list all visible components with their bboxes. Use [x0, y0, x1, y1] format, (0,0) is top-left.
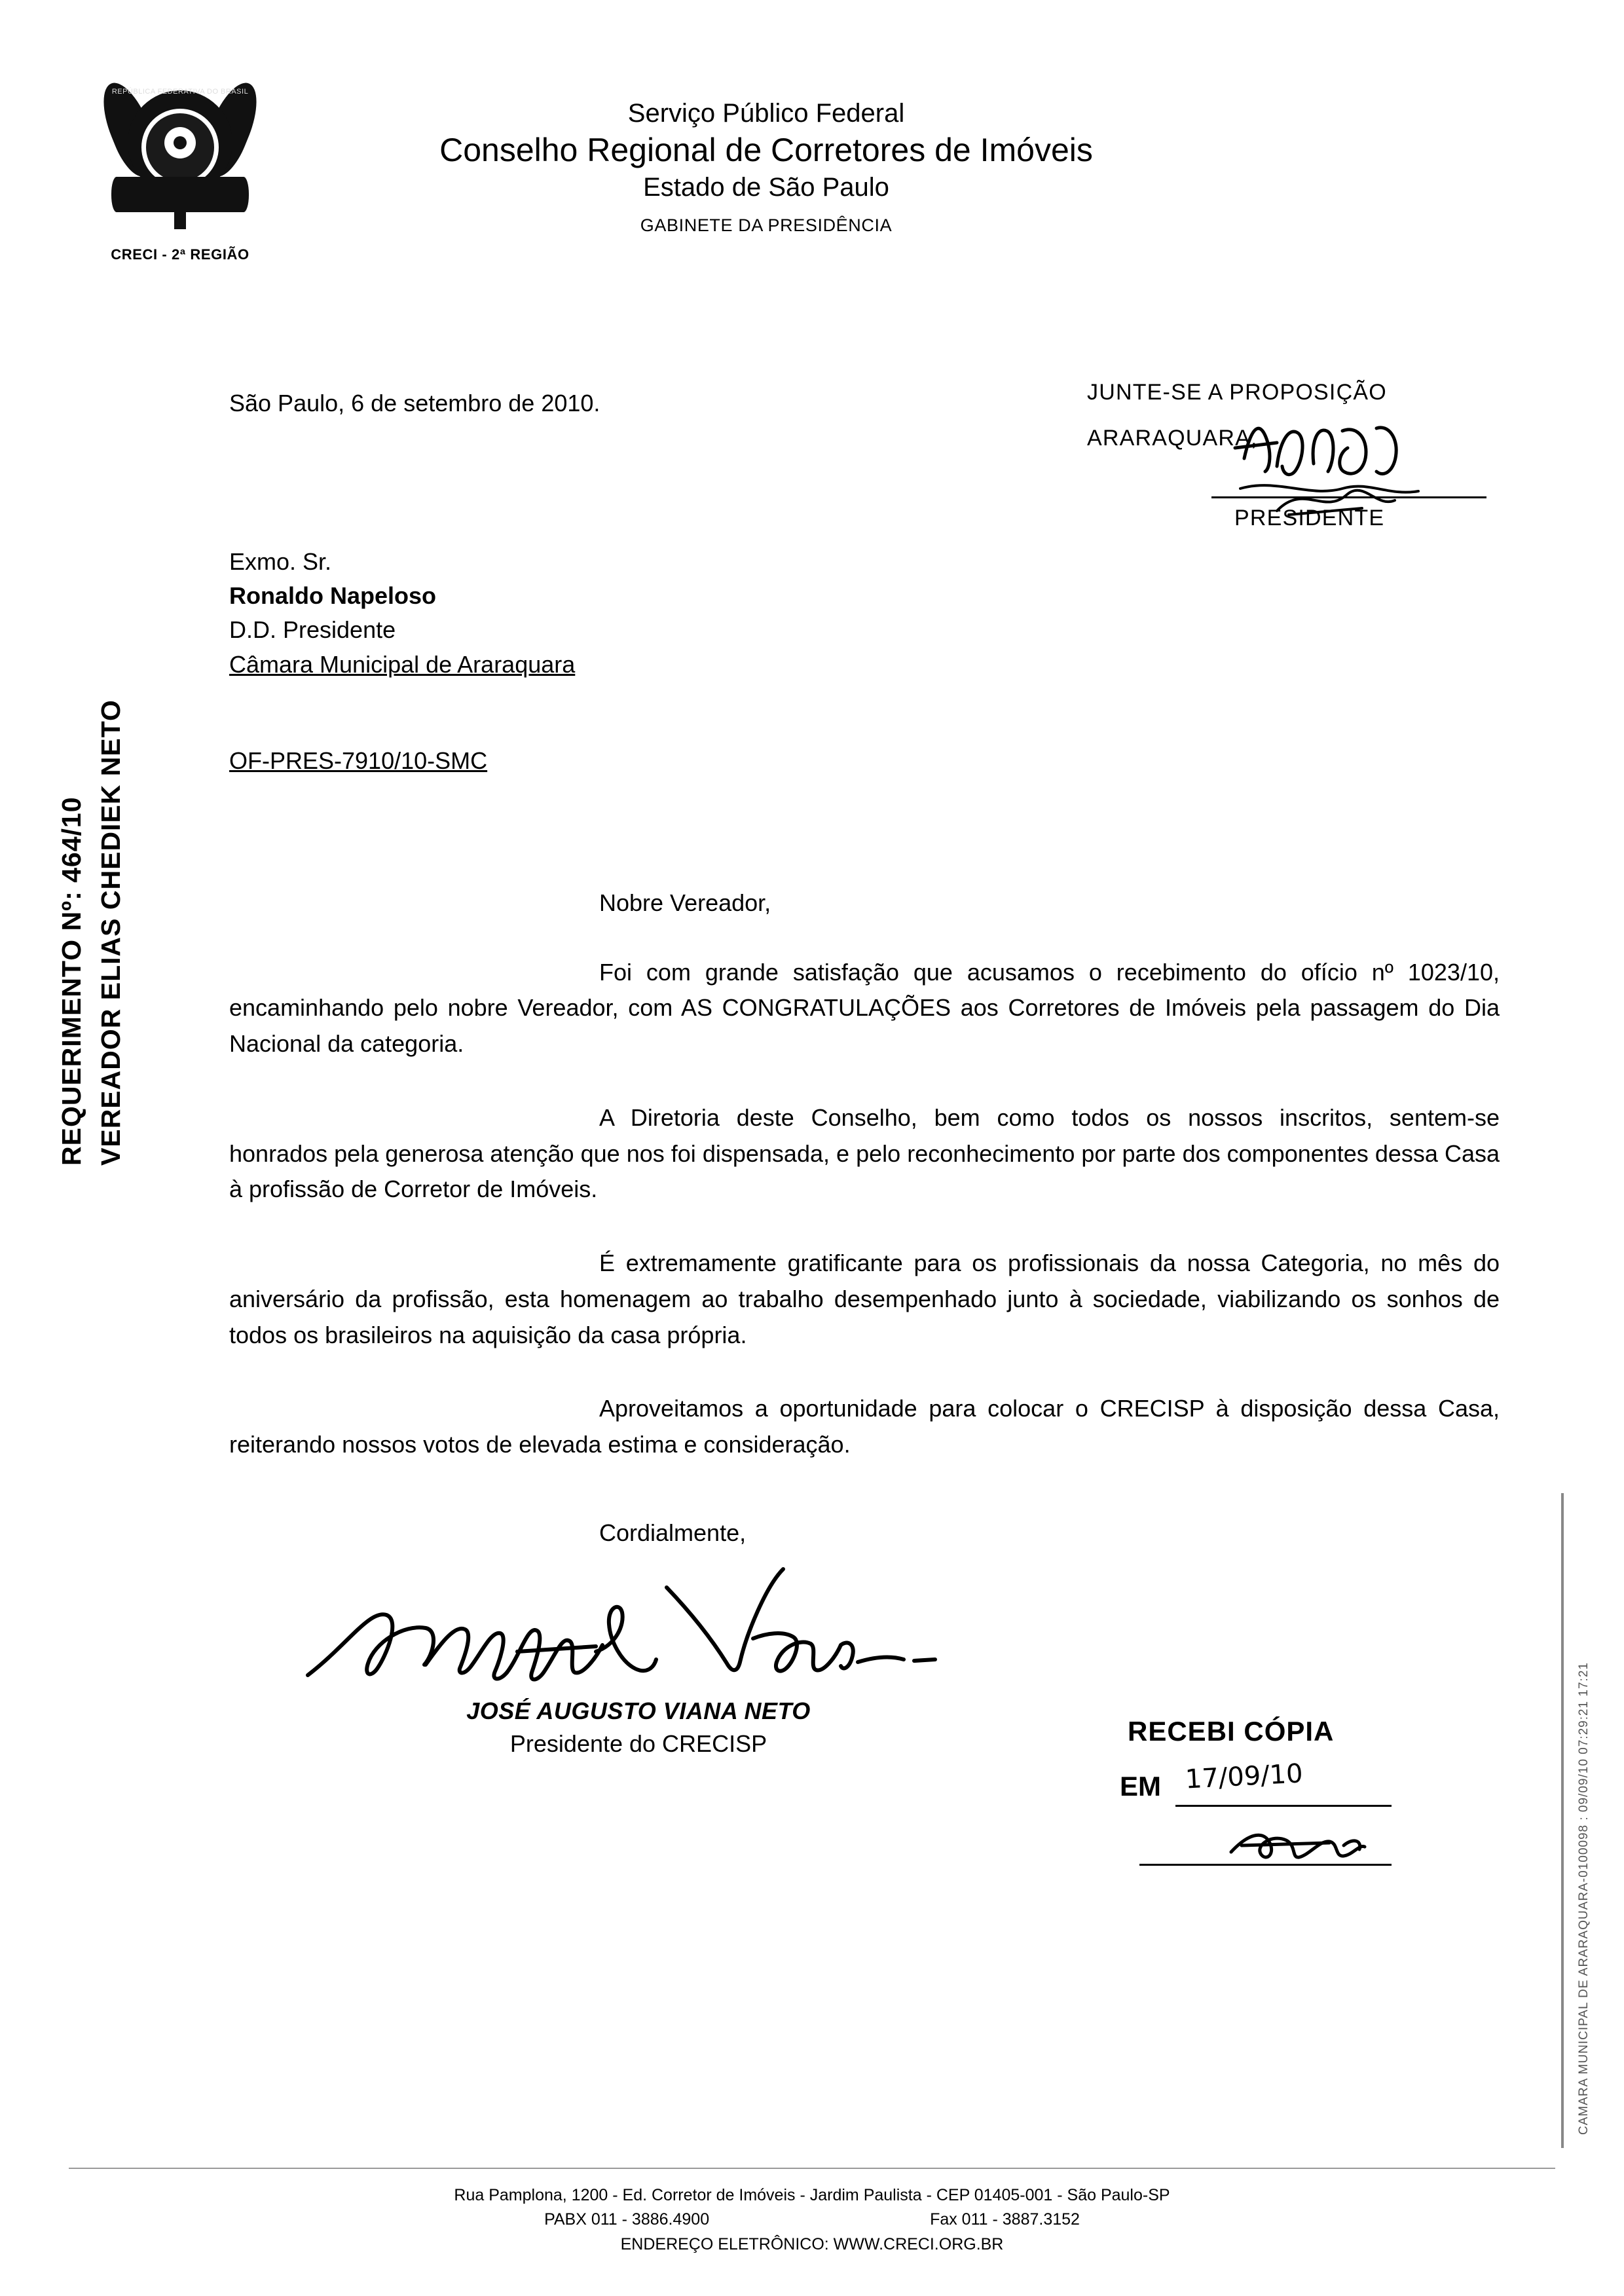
letter-paragraph-2: A Diretoria deste Conselho, bem como todos os nossos inscritos, sentem-se honrados pela generosa atenção que nos foi dispensada, e pelo reconhecimento por parte dos componentes dessa Casa à profissão de Corretor de Imóveis.	[229, 1103, 1500, 1203]
footer-address: Rua Pamplona, 1200 - Ed. Corretor de Imóveis - Jardim Paulista - CEP 01405-001 - São Paulo-SP	[454, 2185, 1170, 2204]
footer-website: ENDEREÇO ELETRÔNICO: WWW.CRECI.ORG.BR	[620, 2234, 1004, 2253]
coat-of-arms	[92, 79, 268, 263]
footer-fax: Fax 011 - 3887.3152	[930, 2210, 1080, 2229]
letter-body	[229, 390, 1500, 1758]
letter-salutation: Nobre Vereador,	[599, 889, 771, 916]
footer-divider	[69, 2168, 1555, 2169]
proposal-stamp-president-label: PRESIDENTE	[1234, 506, 1385, 530]
header-line-state: Estado de São Paulo	[643, 172, 889, 202]
received-stamp-signature	[1113, 1716, 1428, 1886]
side-stamp-requirement: REQUERIMENTO Nº: 464/10	[56, 796, 86, 1166]
header-line-organization: Conselho Regional de Corretores de Imóveis	[439, 132, 1093, 168]
letter-footer	[0, 2168, 1624, 2257]
recipient-name: Ronaldo Napeloso	[229, 582, 437, 610]
received-copy-stamp	[1113, 1716, 1428, 1886]
recipient-treatment: Exmo. Sr.	[229, 548, 332, 575]
letterhead-text	[275, 97, 1257, 236]
received-stamp-date: 17/09/10	[1184, 1758, 1304, 1795]
letter-reference-number: OF-PRES-7910/10-SMC	[229, 747, 488, 774]
crest-banner-text: REPÚBLICA FEDERATIVA DO BRASIL	[111, 88, 249, 96]
received-stamp-em-label: EM	[1120, 1771, 1161, 1802]
fax-strip-text: CAMARA MUNICIPAL DE ARARAQUARA-0100098 : 09/09/10 07:29:21 17:21	[1577, 1662, 1591, 2135]
letter-paragraph-1: Foi com grande satisfação que acusamos o recebimento do ofício nº 1023/10, encaminhando pelo nobre Vereador, com AS CONGRATULAÇÕES aos Corretores de Imóveis pela passagem do Dia Nacional da categoria.	[229, 958, 1500, 1058]
recipient-block	[229, 545, 1500, 682]
brazil-coat-of-arms-icon	[105, 79, 255, 242]
signer-name: JOSÉ AUGUSTO VIANA NETO	[466, 1697, 811, 1724]
signature-block	[229, 1547, 1048, 1758]
letter-paragraph-3: É extremamente gratificante para os profissionais da nossa Categoria, no mês do aniversário da profissão, esta homenagem ao trabalho desempenhado junto à sociedade, viabilizando os sonhos de todos os brasileiros na aquisição da casa própria.	[229, 1250, 1500, 1348]
crest-caption: CRECI - 2ª REGIÃO	[111, 246, 249, 263]
received-stamp-title: RECEBI CÓPIA	[1128, 1716, 1335, 1747]
recipient-organization: Câmara Municipal de Araraquara	[229, 650, 576, 678]
side-stamp-councilman: VEREADOR ELIAS CHEDIEK NETO	[96, 699, 126, 1166]
signer-role: Presidente do CRECISP	[509, 1730, 767, 1757]
footer-phones	[0, 2208, 1624, 2232]
footer-pabx: PABX 011 - 3886.4900	[544, 2210, 710, 2229]
letter-date: São Paulo, 6 de setembro de 2010.	[229, 390, 600, 417]
letter-paragraph-4: Aproveitamos a oportunidade para colocar o CRECISP à disposição dessa Casa, reiterando nossos votos de elevada estima e consideração.	[229, 1395, 1500, 1458]
fax-transmission-strip	[1561, 1493, 1607, 2148]
proposal-stamp-city: ARARAQUARA,	[1087, 426, 1258, 451]
proposal-stamp-title: JUNTE-SE A PROPOSIÇÃO	[1087, 380, 1387, 405]
header-line-department: GABINETE DA PRESIDÊNCIA	[640, 215, 893, 235]
handwritten-signature	[229, 1547, 1048, 1697]
side-vertical-stamp	[13, 511, 144, 1231]
recipient-role: D.D. Presidente	[229, 616, 396, 644]
letter-closing: Cordialmente,	[599, 1519, 747, 1546]
header-line-federal-service: Serviço Público Federal	[627, 99, 905, 128]
